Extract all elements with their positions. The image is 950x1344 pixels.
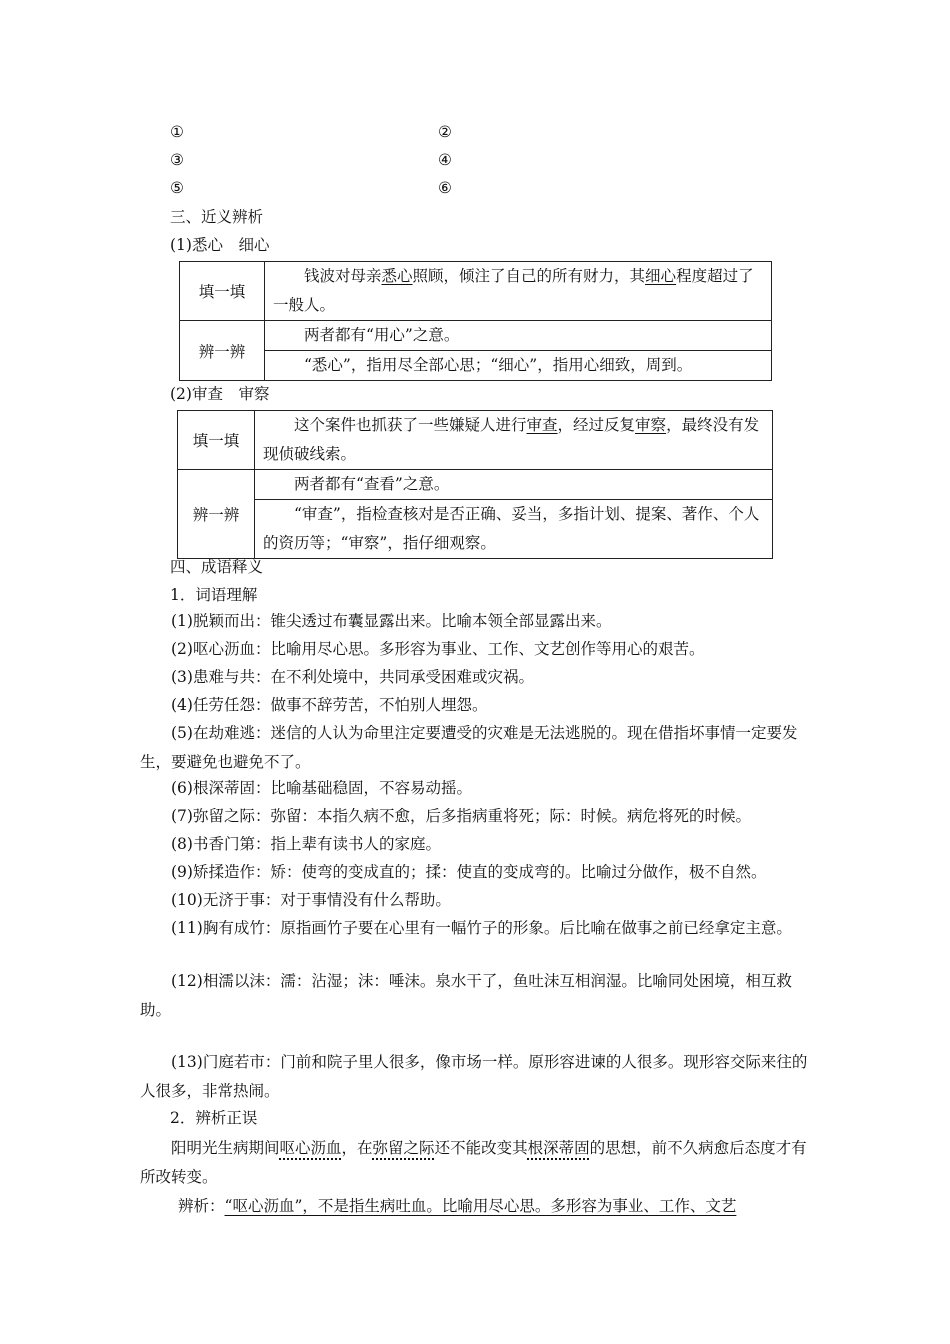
pair1-diff-label: 辨一辨 — [180, 321, 265, 381]
idiom-item-6: (6)根深蒂固：比喻基础稳固，不容易动摇。 — [171, 779, 472, 797]
idiom-mark-3: 根深蒂固 — [527, 1139, 590, 1157]
analysis-text: “呕心沥血”，不是指生病吐血。比喻用尽心思。多形容为事业、工作、文艺 — [224, 1197, 737, 1215]
pair1-diff-line1: 两者都有“用心”之意。 — [265, 321, 772, 351]
idiom-item-7: (7)弥留之际：弥留：本指久病不愈，后多指病重将死；际：时候。病危将死的时候。 — [171, 807, 751, 825]
idiom-item-3: (3)患难与共：在不利处境中，共同承受困难或灾祸。 — [171, 668, 534, 686]
idiom-item-9: (9)矫揉造作：矫：使弯的变成直的；揉：使直的变成弯的。比喻过分做作，极不自然。 — [171, 863, 767, 881]
blank-marker-5: ⑤ — [170, 179, 184, 197]
idiom-item-1: (1)脱颖而出：锥尖透过布囊显露出来。比喻本领全部显露出来。 — [171, 612, 612, 630]
pair2-diff-line1: 两者都有“查看”之意。 — [255, 470, 773, 500]
analysis-line — [178, 1192, 736, 1220]
idiom-mark-1: 呕心沥血 — [279, 1139, 342, 1157]
pair1-fill-label: 填一填 — [180, 262, 265, 321]
blank-marker-3: ③ — [170, 151, 184, 169]
section4-heading: 四、成语释义 — [170, 558, 264, 576]
section4-sub2: 2．辨析正误 — [170, 1109, 258, 1127]
pair2-word-b: 审察 — [635, 416, 667, 434]
idiom-item-13: (13)门庭若市：门前和院子里人很多，像市场一样。原形容进谏的人很多。现形容交际来往的人很多，非常热闹。 — [140, 1053, 808, 1100]
pair1-diff-line2: “悉心”，指用尽全部心思；“细心”，指用心细致，周到。 — [265, 351, 772, 381]
idiom-mark-2: 弥留之际 — [372, 1139, 435, 1157]
pair2-fill-sentence: 这个案件也抓获了一些嫌疑人进行审查，经过反复审察，最终没有发现侦破线索。 — [255, 411, 773, 470]
idiom-item-4: (4)任劳任怨：做事不辞劳苦，不怕别人埋怨。 — [171, 696, 488, 714]
pair2-diff-label: 辨一辨 — [178, 470, 255, 559]
pair1-fill-sentence: 钱波对母亲悉心照顾，倾注了自己的所有财力，其细心程度超过了一般人。 — [265, 262, 772, 321]
idiom-item-11: (11)胸有成竹：原指画竹子要在心里有一幅竹子的形象。后比喻在做事之前已经拿定主意。 — [171, 919, 792, 937]
idiom-item-2: (2)呕心沥血：比喻用尽心思。多形容为事业、工作、文艺创作等用心的艰苦。 — [171, 640, 705, 658]
pair1-word-b: 细心 — [645, 267, 677, 285]
pair1-word-a: 悉心 — [381, 267, 413, 285]
pair2-table — [177, 410, 773, 559]
error-sentence: 阳明光生病期间呕心沥血，在弥留之际还不能改变其根深蒂固的思想，前不久病愈后态度才有所改转变。 — [140, 1139, 807, 1186]
pair1-title: (1)悉心 细心 — [170, 236, 270, 254]
pair2-fill-label: 填一填 — [178, 411, 255, 470]
idiom-item-5: (5)在劫难逃：迷信的人认为命里注定要遭受的灾难是无法逃脱的。现在借指坏事情一定要发生，要避免也避免不了。 — [140, 724, 798, 771]
section3-heading: 三、近义辨析 — [170, 208, 264, 226]
section4-sub1: 1．词语理解 — [170, 586, 258, 604]
pair2-diff-line2: “审查”，指检查核对是否正确、妥当，多指计划、提案、著作、个人的资历等；“审察”，指仔细观察。 — [255, 500, 773, 559]
idiom-item-10: (10)无济于事：对于事情没有什么帮助。 — [171, 891, 451, 909]
analysis-label: 辨析： — [178, 1197, 225, 1215]
idiom-item-8: (8)书香门第：指上辈有读书人的家庭。 — [171, 835, 441, 853]
pair2-word-a: 审查 — [526, 416, 558, 434]
pair2-title: (2)审查 审察 — [170, 385, 270, 403]
pair1-table — [179, 261, 772, 381]
blank-marker-2: ② — [438, 123, 452, 141]
idiom-item-12: (12)相濡以沫：濡：沾湿；沫：唾沫。泉水干了，鱼吐沫互相润湿。比喻同处困境，相互救助。 — [140, 972, 792, 1019]
blank-marker-6: ⑥ — [438, 179, 452, 197]
blank-marker-1: ① — [170, 123, 184, 141]
blank-marker-4: ④ — [438, 151, 452, 169]
